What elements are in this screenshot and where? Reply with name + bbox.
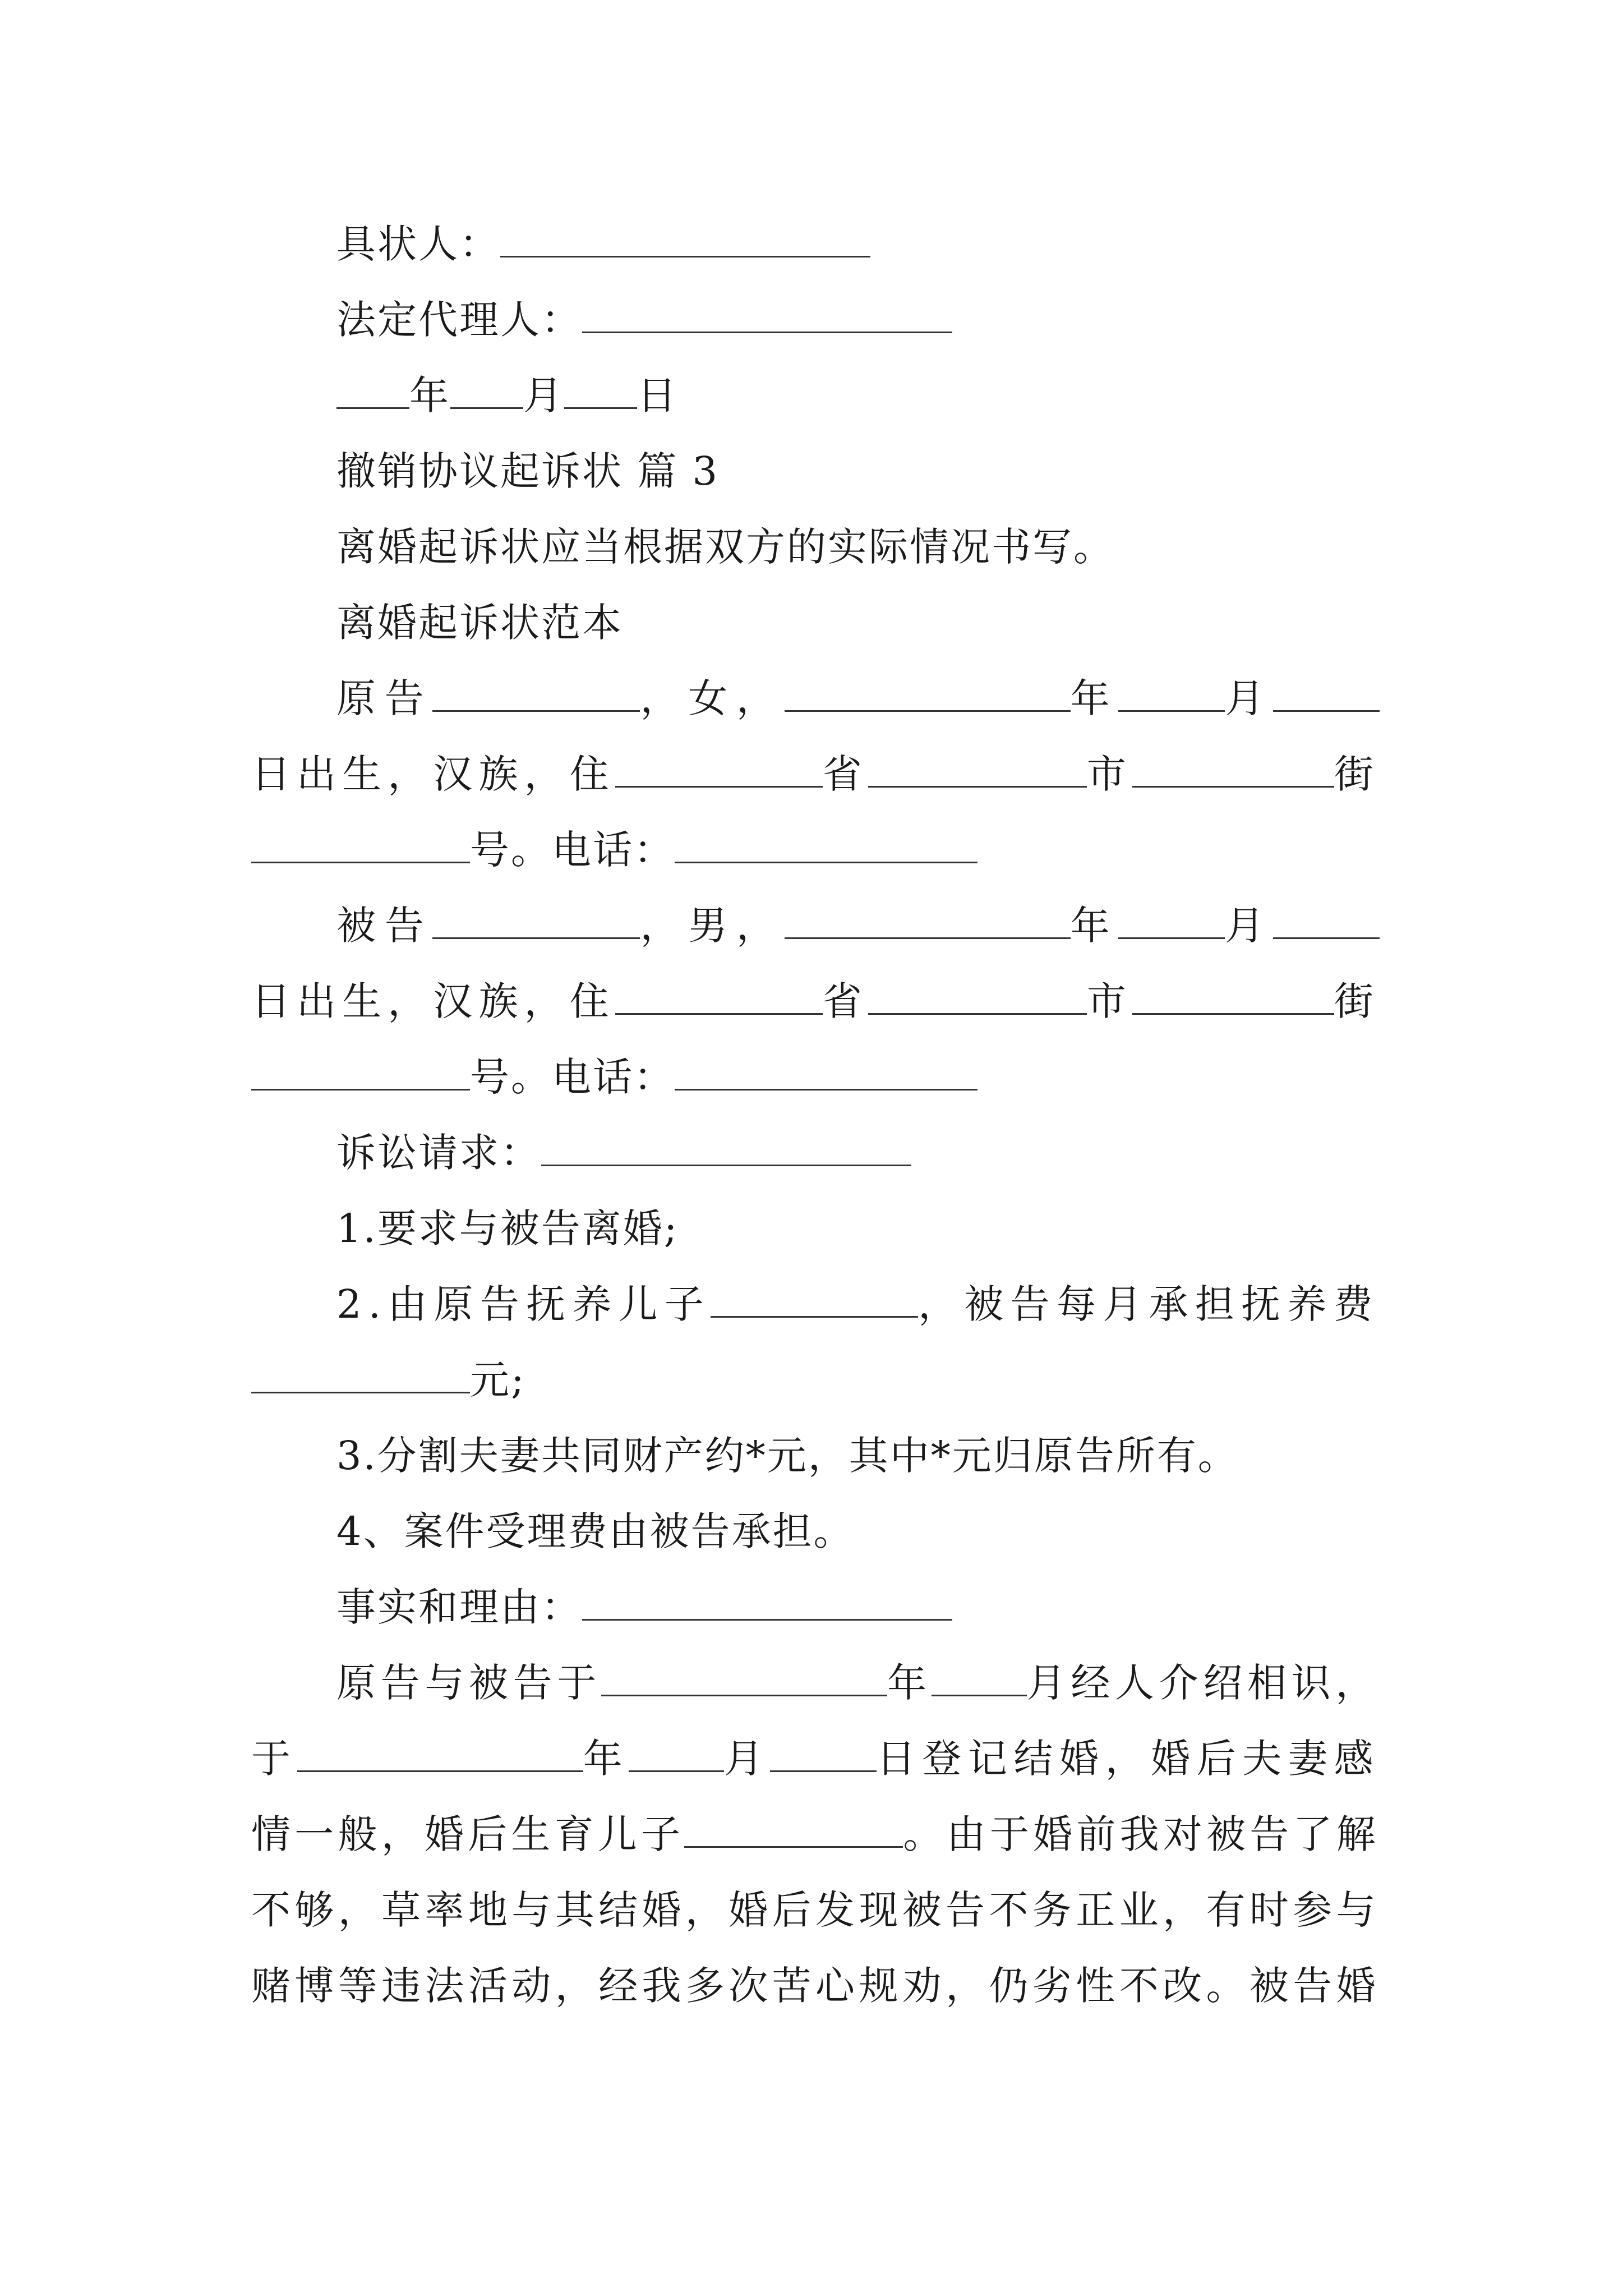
line-text: 事实和理由： bbox=[336, 1584, 582, 1630]
line-text: 省 bbox=[822, 751, 868, 797]
line-text: 不够，草率地与其结婚，婚后发现被告不务正业，有时参与 bbox=[251, 1887, 1380, 1933]
fill-in-blank bbox=[770, 1734, 877, 1772]
fill-in-blank bbox=[1118, 901, 1225, 939]
line-text: 年 bbox=[409, 372, 450, 418]
line-text: 市 bbox=[1086, 978, 1132, 1024]
fill-in-blank bbox=[932, 1659, 1027, 1696]
document-line bbox=[336, 356, 678, 435]
fill-in-blank bbox=[251, 1053, 470, 1091]
line-text: 街 bbox=[1334, 978, 1380, 1024]
fill-in-blank bbox=[868, 750, 1087, 788]
fill-in-blank bbox=[615, 977, 823, 1015]
fill-in-blank bbox=[564, 371, 637, 409]
line-text: 月 bbox=[1225, 903, 1274, 949]
document-line bbox=[336, 659, 1380, 738]
line-text: 法定代理人： bbox=[336, 297, 582, 343]
line-text: 月经人介绍相识， bbox=[1026, 1660, 1380, 1706]
fill-in-blank bbox=[500, 220, 870, 257]
document-line bbox=[251, 1947, 1380, 2025]
document-line bbox=[251, 962, 1380, 1041]
line-text: ，被告每月承担抚养费 bbox=[918, 1281, 1380, 1327]
line-text: 月 bbox=[724, 1736, 770, 1782]
fill-in-blank bbox=[450, 371, 523, 409]
document-line bbox=[251, 1038, 978, 1116]
document-line bbox=[336, 1189, 679, 1268]
line-text: 年 bbox=[583, 1736, 629, 1782]
line-text: 赌博等违法活动，经我多次苦心规劝，仍劣性不改。被告婚 bbox=[251, 1963, 1380, 2009]
fill-in-blank bbox=[336, 371, 409, 409]
line-text: 月 bbox=[1225, 675, 1274, 721]
document-line bbox=[251, 1341, 526, 1419]
fill-in-blank bbox=[297, 1734, 583, 1772]
line-text: 号。电话： bbox=[470, 827, 675, 873]
document-line bbox=[251, 1871, 1380, 1949]
line-text: 撤销协议起诉状 篇 3 bbox=[336, 448, 720, 494]
line-text: 年 bbox=[887, 1660, 932, 1706]
line-text: 3.分割夫妻共同财产约*元，其中*元归原告所有。 bbox=[336, 1433, 1239, 1479]
fill-in-blank bbox=[251, 1356, 470, 1393]
line-text: 元; bbox=[470, 1357, 526, 1403]
line-text: 日登记结婚，婚后夫妻感 bbox=[876, 1736, 1380, 1782]
line-text: 原告与被告于 bbox=[336, 1660, 601, 1706]
fill-in-blank bbox=[432, 901, 640, 939]
fill-in-blank bbox=[675, 826, 978, 863]
document-line bbox=[336, 583, 623, 662]
line-text: 年 bbox=[1070, 903, 1119, 949]
document-line bbox=[336, 432, 719, 510]
fill-in-blank bbox=[868, 977, 1087, 1015]
document-line bbox=[336, 1492, 855, 1571]
line-text: 日 bbox=[637, 372, 678, 418]
fill-in-blank bbox=[785, 901, 1071, 939]
line-text: 号。电话： bbox=[470, 1054, 675, 1100]
line-text: 年 bbox=[1070, 675, 1119, 721]
line-text: 离婚起诉状范本 bbox=[336, 600, 623, 646]
fill-in-blank bbox=[615, 750, 823, 788]
line-text: 日出生，汉族，住 bbox=[251, 978, 615, 1024]
line-text: 2.由原告抚养儿子 bbox=[336, 1281, 711, 1327]
line-text: 诉讼请求： bbox=[336, 1130, 541, 1176]
line-text: 情一般，婚后生育儿子 bbox=[251, 1811, 685, 1857]
fill-in-blank bbox=[1118, 674, 1225, 712]
document-line bbox=[251, 735, 1380, 813]
fill-in-blank bbox=[1273, 674, 1380, 712]
document-line bbox=[336, 1416, 1239, 1495]
line-text: 离婚起诉状应当根据双方的实际情况书写。 bbox=[336, 524, 1114, 570]
line-text: ，女， bbox=[640, 675, 785, 721]
line-text: 月 bbox=[523, 372, 564, 418]
line-text: 日出生，汉族，住 bbox=[251, 751, 615, 797]
line-text: 具状人： bbox=[336, 221, 500, 267]
document-line bbox=[336, 280, 952, 359]
fill-in-blank bbox=[675, 1053, 978, 1091]
fill-in-blank bbox=[582, 296, 952, 333]
line-text: 于 bbox=[251, 1736, 297, 1782]
line-text: 市 bbox=[1086, 751, 1132, 797]
fill-in-blank bbox=[601, 1659, 887, 1696]
line-text: 1.要求与被告离婚; bbox=[336, 1205, 679, 1251]
line-text: 4、案件受理费由被告承担。 bbox=[336, 1508, 855, 1554]
fill-in-blank bbox=[541, 1129, 911, 1166]
fill-in-blank bbox=[629, 1734, 724, 1772]
fill-in-blank bbox=[684, 1810, 903, 1848]
fill-in-blank bbox=[785, 674, 1071, 712]
fill-in-blank bbox=[582, 1583, 952, 1621]
document-line bbox=[251, 811, 978, 889]
line-text: 街 bbox=[1334, 751, 1380, 797]
line-text: 被告 bbox=[336, 903, 433, 949]
document-line bbox=[336, 1265, 1380, 1343]
fill-in-blank bbox=[432, 674, 640, 712]
line-text: 原告 bbox=[336, 675, 433, 721]
document-line bbox=[336, 508, 1114, 586]
document-line bbox=[336, 1568, 952, 1646]
document-line bbox=[336, 1114, 911, 1192]
fill-in-blank bbox=[1132, 977, 1334, 1015]
line-text: 。由于婚前我对被告了解 bbox=[903, 1811, 1380, 1857]
fill-in-blank bbox=[711, 1280, 918, 1318]
document-line bbox=[251, 1795, 1380, 1874]
fill-in-blank bbox=[251, 826, 470, 863]
line-text: 省 bbox=[822, 978, 868, 1024]
fill-in-blank bbox=[1132, 750, 1334, 788]
line-text: ，男， bbox=[640, 903, 785, 949]
document-line bbox=[336, 205, 870, 283]
document-line bbox=[251, 1719, 1380, 1798]
document-line bbox=[336, 886, 1380, 965]
document-line bbox=[336, 1644, 1380, 1722]
fill-in-blank bbox=[1273, 901, 1380, 939]
